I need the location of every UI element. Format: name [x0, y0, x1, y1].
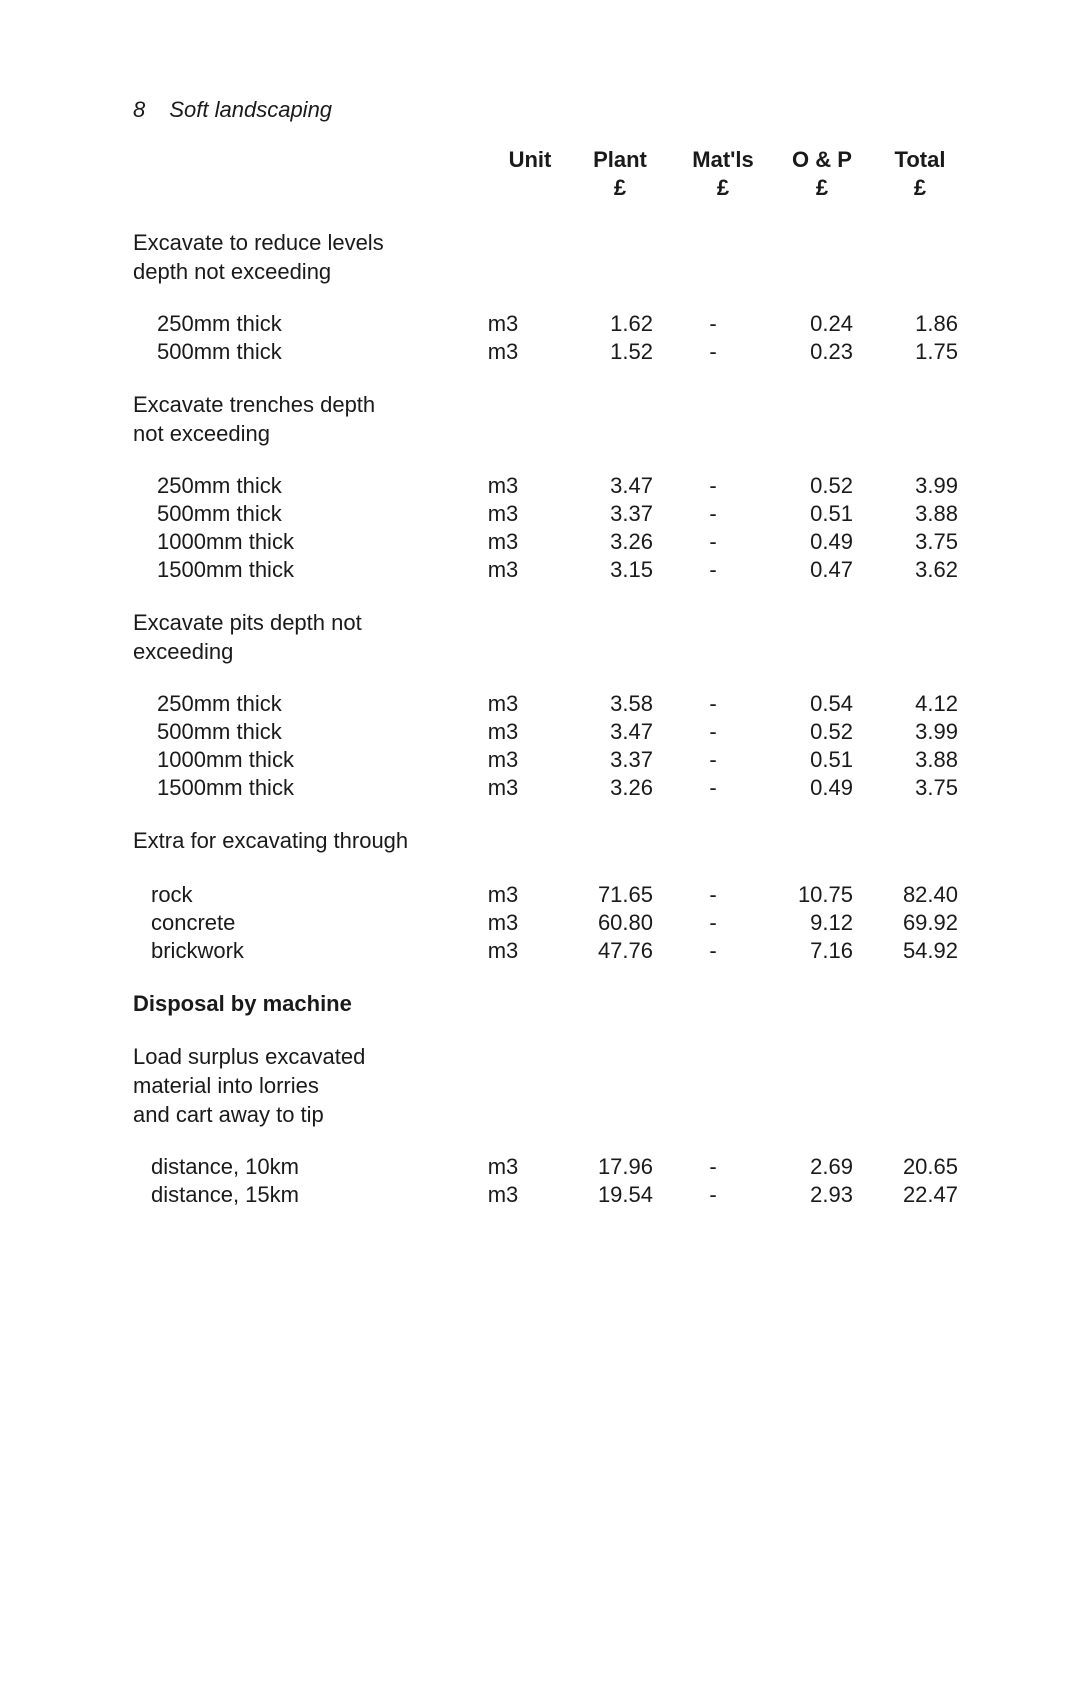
unit-cell: m3 [487, 339, 519, 364]
table-row [133, 528, 993, 556]
item-heading-line: Load surplus excavated [133, 1044, 366, 1069]
matls-cell: - [709, 1182, 717, 1207]
total-cell: 20.65 [902, 1154, 958, 1179]
unit-cell: m3 [487, 1154, 519, 1179]
matls-cell: - [709, 910, 717, 935]
item-heading-line: Excavate trenches depth [133, 392, 376, 417]
unit-cell: m3 [487, 747, 519, 772]
item-heading-line: exceeding [133, 639, 234, 664]
spacer [133, 965, 993, 989]
total-cell: 54.92 [902, 938, 958, 963]
op-cell: 0.52 [810, 719, 853, 744]
spacer [133, 666, 993, 690]
section-heading: Disposal by machine [133, 991, 352, 1016]
matls-cell: - [709, 311, 717, 336]
matls-cell: - [709, 529, 717, 554]
op-cell: 0.51 [810, 501, 853, 526]
unit-cell: m3 [487, 938, 519, 963]
matls-cell: - [709, 775, 717, 800]
item-heading-line: depth not exceeding [133, 259, 332, 284]
total-cell: 3.99 [915, 473, 958, 498]
item-description: brickwork [151, 938, 244, 963]
unit-cell: m3 [487, 311, 519, 336]
total-cell: 3.75 [915, 775, 958, 800]
op-cell: 0.51 [810, 747, 853, 772]
matls-cell: - [709, 339, 717, 364]
unit-cell: m3 [487, 529, 519, 554]
table-row [133, 746, 993, 774]
plant-cell: 71.65 [597, 882, 653, 907]
spacer [133, 584, 993, 608]
total-cell: 3.88 [915, 501, 958, 526]
col-header-op: O & P £ [792, 147, 852, 200]
table-row [133, 338, 993, 366]
plant-cell: 3.47 [610, 473, 653, 498]
plant-cell: 3.26 [610, 775, 653, 800]
op-cell: 9.12 [810, 910, 853, 935]
op-cell: 0.24 [810, 311, 853, 336]
item-description: 500mm thick [157, 719, 282, 744]
table-row [133, 909, 993, 937]
table-row [133, 556, 993, 584]
op-cell: 0.54 [810, 691, 853, 716]
item-description: 500mm thick [157, 501, 282, 526]
total-cell: 3.75 [915, 529, 958, 554]
total-cell: 4.12 [915, 691, 958, 716]
item-heading-line: not exceeding [133, 421, 270, 446]
matls-cell: - [709, 882, 717, 907]
plant-cell: 3.58 [610, 691, 653, 716]
total-cell: 82.40 [902, 882, 958, 907]
spacer [133, 1129, 993, 1153]
plant-cell: 3.47 [610, 719, 653, 744]
op-cell: 7.16 [810, 938, 853, 963]
item-description: 1500mm thick [157, 775, 294, 800]
unit-cell: m3 [487, 691, 519, 716]
plant-cell: 19.54 [597, 1182, 653, 1207]
table-row [133, 718, 993, 746]
col-header-unit: Unit [508, 147, 552, 172]
plant-cell: 3.15 [610, 557, 653, 582]
matls-cell: - [709, 691, 717, 716]
unit-cell: m3 [487, 775, 519, 800]
item-description: 250mm thick [157, 691, 282, 716]
table-row [133, 472, 993, 500]
item-description: rock [151, 882, 193, 907]
price-table [133, 228, 993, 1209]
table-row [133, 774, 993, 802]
plant-cell: 17.96 [597, 1154, 653, 1179]
total-cell: 3.62 [915, 557, 958, 582]
item-heading-line: Excavate to reduce levels [133, 230, 384, 255]
matls-cell: - [709, 501, 717, 526]
unit-cell: m3 [487, 557, 519, 582]
total-cell: 1.86 [915, 311, 958, 336]
op-cell: 10.75 [797, 882, 853, 907]
total-cell: 3.88 [915, 747, 958, 772]
item-heading-line: material into lorries [133, 1073, 319, 1098]
unit-cell: m3 [487, 473, 519, 498]
item-description: distance, 15km [151, 1182, 299, 1207]
item-description: 250mm thick [157, 473, 282, 498]
plant-cell: 1.52 [610, 339, 653, 364]
table-row [133, 500, 993, 528]
op-cell: 0.49 [810, 529, 853, 554]
total-cell: 69.92 [902, 910, 958, 935]
section-title: Soft landscaping [169, 97, 333, 122]
matls-cell: - [709, 719, 717, 744]
matls-cell: - [709, 747, 717, 772]
plant-cell: 3.37 [610, 501, 653, 526]
item-heading-line: Excavate pits depth not [133, 610, 362, 635]
item-description: 1000mm thick [157, 529, 294, 554]
op-cell: 2.69 [810, 1154, 853, 1179]
running-head [133, 97, 332, 123]
unit-cell: m3 [487, 882, 519, 907]
item-description: distance, 10km [151, 1154, 299, 1179]
item-description: 1000mm thick [157, 747, 294, 772]
item-heading-line: and cart away to tip [133, 1102, 324, 1127]
total-cell: 22.47 [902, 1182, 958, 1207]
total-cell: 1.75 [915, 339, 958, 364]
item-description: concrete [151, 910, 236, 935]
table-row [133, 1153, 993, 1181]
matls-cell: - [709, 473, 717, 498]
col-header-total: Total £ [894, 147, 946, 200]
plant-cell: 60.80 [597, 910, 653, 935]
page-number: 8 [133, 97, 146, 122]
unit-cell: m3 [487, 1182, 519, 1207]
matls-cell: - [709, 938, 717, 963]
op-cell: 0.23 [810, 339, 853, 364]
unit-cell: m3 [487, 501, 519, 526]
op-cell: 0.49 [810, 775, 853, 800]
spacer [133, 1018, 993, 1042]
table-row [133, 310, 993, 338]
op-cell: 0.52 [810, 473, 853, 498]
col-header-plant: Plant £ [593, 147, 647, 200]
plant-cell: 3.37 [610, 747, 653, 772]
plant-cell: 3.26 [610, 529, 653, 554]
op-cell: 0.47 [810, 557, 853, 582]
unit-cell: m3 [487, 910, 519, 935]
item-description: 500mm thick [157, 339, 282, 364]
col-header-matls: Mat'ls £ [692, 147, 754, 200]
item-description: 250mm thick [157, 311, 282, 336]
spacer [133, 366, 993, 390]
table-row [133, 690, 993, 718]
table-row [133, 881, 993, 909]
spacer [133, 855, 993, 881]
matls-cell: - [709, 1154, 717, 1179]
spacer [133, 802, 993, 826]
item-heading-line: Extra for excavating through [133, 828, 409, 853]
table-row [133, 937, 993, 965]
matls-cell: - [709, 557, 717, 582]
table-row [133, 1181, 993, 1209]
op-cell: 2.93 [810, 1182, 853, 1207]
total-cell: 3.99 [915, 719, 958, 744]
unit-cell: m3 [487, 719, 519, 744]
item-description: 1500mm thick [157, 557, 294, 582]
plant-cell: 1.62 [610, 311, 653, 336]
plant-cell: 47.76 [597, 938, 653, 963]
spacer [133, 448, 993, 472]
spacer [133, 286, 993, 310]
